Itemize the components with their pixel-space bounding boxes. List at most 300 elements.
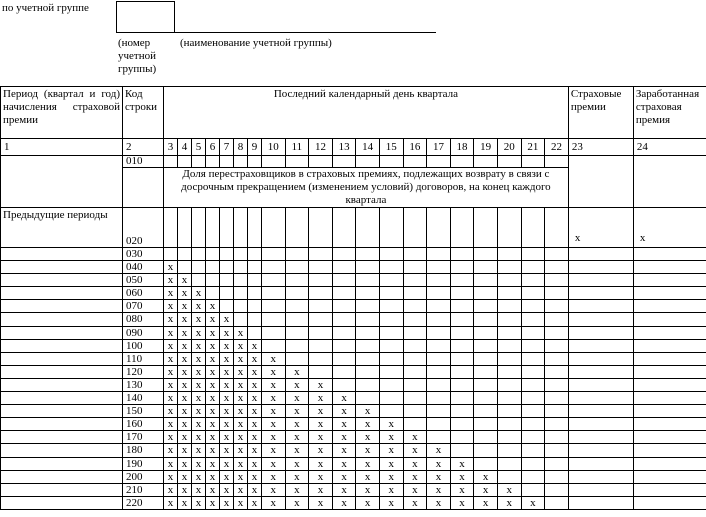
day-empty-cell	[427, 313, 451, 326]
row-020-day-cell	[497, 208, 521, 248]
day-empty-cell	[474, 457, 498, 470]
cell-premiums-blank	[568, 431, 633, 444]
day-empty-cell	[545, 444, 569, 457]
row-020-day-cell	[332, 208, 356, 248]
day-empty-cell	[248, 326, 262, 339]
day-empty-cell	[403, 313, 427, 326]
day-empty-cell	[545, 405, 569, 418]
day-empty-cell	[285, 274, 309, 287]
day-empty-cell	[474, 405, 498, 418]
cell-earned-blank	[633, 274, 706, 287]
row-020-day-cell	[262, 208, 286, 248]
day-empty-cell	[192, 261, 206, 274]
day-empty-cell	[262, 261, 286, 274]
col-number-11: 11	[285, 139, 309, 156]
day-mark-cell: x	[332, 444, 356, 457]
day-mark-cell: x	[206, 378, 220, 391]
day-empty-cell	[403, 378, 427, 391]
day-mark-cell: x	[220, 339, 234, 352]
day-mark-cell: x	[192, 392, 206, 405]
day-empty-cell	[332, 365, 356, 378]
day-empty-cell	[521, 431, 545, 444]
day-mark-cell: x	[474, 496, 498, 509]
day-mark-cell: x	[474, 483, 498, 496]
day-empty-cell	[379, 392, 403, 405]
day-empty-cell	[450, 248, 474, 261]
day-empty-cell	[332, 339, 356, 352]
row-010-day-cell	[285, 156, 309, 168]
day-mark-cell: x	[356, 496, 380, 509]
day-empty-cell	[220, 248, 234, 261]
day-empty-cell	[309, 326, 333, 339]
day-empty-cell	[332, 261, 356, 274]
row-020-day-cell	[285, 208, 309, 248]
day-empty-cell	[474, 418, 498, 431]
day-mark-cell: x	[164, 418, 178, 431]
day-empty-cell	[497, 457, 521, 470]
row-010-day-cell	[206, 156, 220, 168]
day-empty-cell	[427, 248, 451, 261]
cell-period-blank	[1, 274, 123, 287]
day-mark-cell: x	[220, 352, 234, 365]
row-140	[1, 392, 706, 405]
day-empty-cell	[521, 470, 545, 483]
day-empty-cell	[379, 274, 403, 287]
day-mark-cell: x	[164, 496, 178, 509]
day-empty-cell	[450, 287, 474, 300]
row-070	[1, 300, 706, 313]
day-empty-cell	[450, 444, 474, 457]
group-name-fill-line[interactable]	[175, 1, 436, 33]
day-mark-cell: x	[285, 365, 309, 378]
row-050	[1, 274, 706, 287]
day-empty-cell	[474, 378, 498, 391]
day-empty-cell	[545, 483, 569, 496]
cell-premiums-blank	[568, 457, 633, 470]
day-mark-cell: x	[192, 300, 206, 313]
day-mark-cell: x	[192, 352, 206, 365]
row-020-day-cell	[178, 208, 192, 248]
col-number-6: 6	[206, 139, 220, 156]
day-empty-cell	[545, 274, 569, 287]
day-mark-cell: x	[164, 365, 178, 378]
day-mark-cell: x	[178, 313, 192, 326]
day-empty-cell	[427, 300, 451, 313]
day-mark-cell: x	[285, 496, 309, 509]
day-empty-cell	[248, 300, 262, 313]
day-mark-cell: x	[356, 444, 380, 457]
day-empty-cell	[450, 365, 474, 378]
header-period: Период (квартал и год) начисления страховой премии	[1, 87, 123, 139]
row-160	[1, 418, 706, 431]
day-mark-cell: x	[248, 431, 262, 444]
day-mark-cell: x	[206, 352, 220, 365]
cell-premiums-blank	[568, 470, 633, 483]
day-empty-cell	[427, 365, 451, 378]
day-empty-cell	[356, 378, 380, 391]
day-mark-cell: x	[285, 431, 309, 444]
day-mark-cell: x	[178, 365, 192, 378]
reinsurers-share-note: Доля перестраховщиков в страховых премиях, подлежащих возврату в связи с досрочным прекращением (изменением условий) договоров, на конец каждого квартала	[164, 168, 569, 208]
row-020-day-cell	[220, 208, 234, 248]
day-mark-cell: x	[220, 392, 234, 405]
day-empty-cell	[521, 444, 545, 457]
row-010	[1, 156, 706, 168]
day-empty-cell	[545, 300, 569, 313]
day-mark-cell: x	[379, 496, 403, 509]
day-mark-cell: x	[309, 418, 333, 431]
day-mark-cell: x	[178, 431, 192, 444]
day-mark-cell: x	[164, 261, 178, 274]
row-150	[1, 405, 706, 418]
day-mark-cell: x	[234, 431, 248, 444]
day-empty-cell	[332, 326, 356, 339]
day-mark-cell: x	[164, 287, 178, 300]
day-mark-cell: x	[178, 274, 192, 287]
day-empty-cell	[403, 365, 427, 378]
day-empty-cell	[474, 392, 498, 405]
day-mark-cell: x	[248, 483, 262, 496]
day-mark-cell: x	[220, 365, 234, 378]
cell-earned-blank	[633, 378, 706, 391]
day-empty-cell	[427, 431, 451, 444]
day-mark-cell: x	[192, 483, 206, 496]
row-010-day-cell	[497, 156, 521, 168]
day-mark-cell: x	[248, 365, 262, 378]
cell-earned-blank	[633, 418, 706, 431]
day-empty-cell	[356, 300, 380, 313]
day-mark-cell: x	[164, 457, 178, 470]
day-empty-cell	[379, 405, 403, 418]
day-empty-cell	[262, 313, 286, 326]
row-020-day-cell	[164, 208, 178, 248]
day-empty-cell	[379, 300, 403, 313]
row-020-day-cell	[427, 208, 451, 248]
cell-premiums-blank	[568, 405, 633, 418]
col-number-23: 23	[568, 139, 633, 156]
day-mark-cell: x	[403, 457, 427, 470]
day-mark-cell: x	[248, 352, 262, 365]
day-mark-cell: x	[234, 444, 248, 457]
day-empty-cell	[379, 339, 403, 352]
col-number-4: 4	[178, 139, 192, 156]
row-170	[1, 431, 706, 444]
day-mark-cell: x	[332, 392, 356, 405]
day-mark-cell: x	[192, 405, 206, 418]
day-mark-cell: x	[450, 496, 474, 509]
col-number-10: 10	[262, 139, 286, 156]
cell-code-blank	[123, 168, 164, 208]
cell-period-blank	[1, 444, 123, 457]
row-020-day-cell	[403, 208, 427, 248]
day-mark-cell: x	[178, 418, 192, 431]
day-empty-cell	[474, 352, 498, 365]
header-last-calendar-day: Последний календарный день квартала	[164, 87, 569, 139]
day-empty-cell	[521, 378, 545, 391]
cell-premiums-blank	[568, 261, 633, 274]
day-mark-cell: x	[497, 496, 521, 509]
row-080	[1, 313, 706, 326]
day-mark-cell: x	[248, 457, 262, 470]
cell-earned-blank	[633, 313, 706, 326]
day-empty-cell	[206, 287, 220, 300]
day-mark-cell: x	[164, 470, 178, 483]
row-090	[1, 326, 706, 339]
col-number-19: 19	[474, 139, 498, 156]
day-empty-cell	[356, 248, 380, 261]
day-empty-cell	[192, 274, 206, 287]
day-empty-cell	[497, 248, 521, 261]
day-empty-cell	[450, 405, 474, 418]
row-020-day-cell	[309, 208, 333, 248]
day-mark-cell: x	[309, 457, 333, 470]
day-mark-cell: x	[234, 339, 248, 352]
day-empty-cell	[262, 248, 286, 261]
col-number-5: 5	[192, 139, 206, 156]
row-code: 140	[123, 392, 164, 405]
day-mark-cell: x	[356, 470, 380, 483]
row-020-premiums-mark: x	[568, 208, 633, 248]
group-name-caption: (наименование учетной группы)	[180, 37, 332, 49]
row-code: 060	[123, 287, 164, 300]
row-010-day-cell	[234, 156, 248, 168]
row-200	[1, 470, 706, 483]
day-empty-cell	[332, 248, 356, 261]
day-mark-cell: x	[262, 418, 286, 431]
day-mark-cell: x	[220, 431, 234, 444]
row-010-day-cell	[220, 156, 234, 168]
day-mark-cell: x	[450, 483, 474, 496]
cell-earned-blank	[633, 392, 706, 405]
row-code: 100	[123, 339, 164, 352]
day-mark-cell: x	[206, 457, 220, 470]
day-empty-cell	[427, 287, 451, 300]
row-010-day-cell	[192, 156, 206, 168]
day-empty-cell	[545, 339, 569, 352]
day-mark-cell: x	[220, 496, 234, 509]
row-020	[1, 208, 706, 248]
day-empty-cell	[474, 261, 498, 274]
group-number-box[interactable]	[116, 1, 175, 33]
day-mark-cell: x	[178, 483, 192, 496]
day-mark-cell: x	[403, 470, 427, 483]
day-empty-cell	[497, 418, 521, 431]
day-empty-cell	[234, 313, 248, 326]
day-mark-cell: x	[248, 470, 262, 483]
day-empty-cell	[474, 248, 498, 261]
cell-premiums-blank	[568, 274, 633, 287]
day-mark-cell: x	[220, 483, 234, 496]
day-mark-cell: x	[427, 470, 451, 483]
day-empty-cell	[474, 287, 498, 300]
row-020-day-cell	[379, 208, 403, 248]
day-empty-cell	[309, 313, 333, 326]
day-mark-cell: x	[356, 418, 380, 431]
day-mark-cell: x	[248, 392, 262, 405]
day-empty-cell	[521, 365, 545, 378]
day-mark-cell: x	[332, 457, 356, 470]
row-190	[1, 457, 706, 470]
cell-earned-blank	[633, 352, 706, 365]
day-empty-cell	[356, 352, 380, 365]
row-020-day-cell	[474, 208, 498, 248]
day-mark-cell: x	[427, 457, 451, 470]
day-mark-cell: x	[427, 496, 451, 509]
row-010-day-cell	[262, 156, 286, 168]
day-empty-cell	[403, 418, 427, 431]
day-mark-cell: x	[164, 378, 178, 391]
day-empty-cell	[521, 405, 545, 418]
row-code: 190	[123, 457, 164, 470]
day-mark-cell: x	[379, 418, 403, 431]
day-mark-cell: x	[497, 483, 521, 496]
day-mark-cell: x	[285, 470, 309, 483]
day-empty-cell	[356, 326, 380, 339]
col-number-22: 22	[545, 139, 569, 156]
row-010-code: 010	[123, 156, 164, 168]
row-code: 090	[123, 326, 164, 339]
day-empty-cell	[521, 352, 545, 365]
day-empty-cell	[248, 261, 262, 274]
day-mark-cell: x	[192, 431, 206, 444]
column-numbers-row	[1, 139, 706, 156]
day-empty-cell	[356, 274, 380, 287]
cell-period-blank	[1, 365, 123, 378]
day-empty-cell	[497, 300, 521, 313]
day-empty-cell	[545, 378, 569, 391]
day-mark-cell: x	[309, 483, 333, 496]
day-empty-cell	[248, 274, 262, 287]
day-empty-cell	[356, 287, 380, 300]
day-empty-cell	[262, 300, 286, 313]
day-mark-cell: x	[164, 444, 178, 457]
day-mark-cell: x	[206, 300, 220, 313]
accounting-group-label: по учетной группе	[2, 2, 89, 14]
row-code: 160	[123, 418, 164, 431]
day-empty-cell	[403, 326, 427, 339]
day-mark-cell: x	[192, 470, 206, 483]
day-mark-cell: x	[234, 457, 248, 470]
day-mark-cell: x	[192, 365, 206, 378]
day-mark-cell: x	[379, 483, 403, 496]
cell-earned-blank	[633, 261, 706, 274]
day-empty-cell	[427, 274, 451, 287]
row-010-day-cell	[427, 156, 451, 168]
cell-period-blank	[1, 156, 123, 208]
day-empty-cell	[206, 274, 220, 287]
day-mark-cell: x	[234, 496, 248, 509]
cell-earned-blank	[633, 339, 706, 352]
row-220	[1, 496, 706, 509]
day-empty-cell	[545, 457, 569, 470]
day-empty-cell	[497, 470, 521, 483]
day-mark-cell: x	[234, 405, 248, 418]
day-empty-cell	[403, 248, 427, 261]
row-010-day-cell	[178, 156, 192, 168]
day-mark-cell: x	[220, 378, 234, 391]
row-code: 070	[123, 300, 164, 313]
header-row	[1, 87, 706, 139]
day-mark-cell: x	[178, 287, 192, 300]
cell-premiums-blank	[568, 392, 633, 405]
day-empty-cell	[285, 300, 309, 313]
day-empty-cell	[521, 457, 545, 470]
day-empty-cell	[521, 300, 545, 313]
day-empty-cell	[379, 352, 403, 365]
day-mark-cell: x	[262, 378, 286, 391]
day-mark-cell: x	[178, 300, 192, 313]
day-mark-cell: x	[332, 470, 356, 483]
day-mark-cell: x	[262, 431, 286, 444]
row-020-day-cell	[192, 208, 206, 248]
day-mark-cell: x	[164, 431, 178, 444]
day-empty-cell	[248, 287, 262, 300]
row-code: 110	[123, 352, 164, 365]
premiums-table	[0, 86, 706, 510]
col-number-20: 20	[497, 139, 521, 156]
day-mark-cell: x	[206, 496, 220, 509]
day-empty-cell	[192, 248, 206, 261]
day-empty-cell	[474, 444, 498, 457]
day-mark-cell: x	[285, 483, 309, 496]
col-number-9: 9	[248, 139, 262, 156]
day-empty-cell	[285, 248, 309, 261]
day-mark-cell: x	[178, 457, 192, 470]
day-empty-cell	[309, 352, 333, 365]
col-number-2: 2	[123, 139, 164, 156]
day-mark-cell: x	[262, 405, 286, 418]
day-mark-cell: x	[248, 378, 262, 391]
cell-period-blank	[1, 248, 123, 261]
day-empty-cell	[403, 352, 427, 365]
day-mark-cell: x	[234, 378, 248, 391]
cell-premiums-blank	[568, 418, 633, 431]
day-empty-cell	[521, 287, 545, 300]
day-empty-cell	[521, 418, 545, 431]
day-mark-cell: x	[192, 418, 206, 431]
day-empty-cell	[545, 496, 569, 509]
row-code: 170	[123, 431, 164, 444]
cell-earned-blank	[633, 405, 706, 418]
day-mark-cell: x	[521, 496, 545, 509]
cell-earned-blank	[633, 300, 706, 313]
group-number-caption: (номер учетной группы)	[118, 37, 157, 75]
day-empty-cell	[285, 339, 309, 352]
col-number-17: 17	[427, 139, 451, 156]
cell-premiums-blank	[568, 352, 633, 365]
row-110	[1, 352, 706, 365]
day-mark-cell: x	[262, 352, 286, 365]
day-empty-cell	[309, 248, 333, 261]
row-120	[1, 365, 706, 378]
row-code: 150	[123, 405, 164, 418]
day-mark-cell: x	[178, 405, 192, 418]
cell-premiums-blank	[568, 313, 633, 326]
day-mark-cell: x	[356, 405, 380, 418]
day-empty-cell	[521, 339, 545, 352]
cell-period-blank	[1, 405, 123, 418]
day-empty-cell	[356, 339, 380, 352]
row-010-day-cell	[332, 156, 356, 168]
day-empty-cell	[450, 261, 474, 274]
cell-earned-blank	[633, 470, 706, 483]
day-empty-cell	[262, 274, 286, 287]
day-mark-cell: x	[474, 470, 498, 483]
row-code: 220	[123, 496, 164, 509]
day-empty-cell	[332, 378, 356, 391]
day-mark-cell: x	[262, 496, 286, 509]
day-empty-cell	[450, 274, 474, 287]
